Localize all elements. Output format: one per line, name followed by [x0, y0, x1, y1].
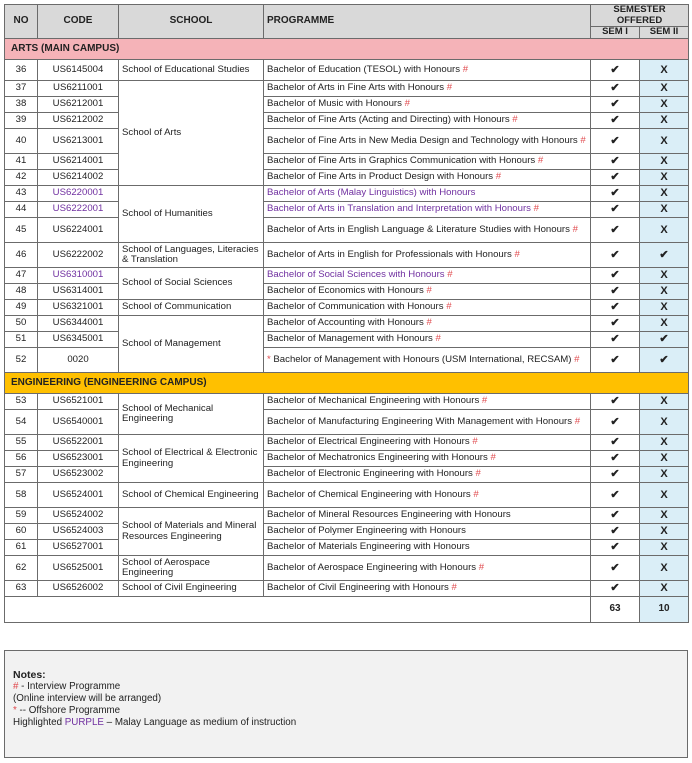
programme-name: Bachelor of Fine Arts (Acting and Directing) with Honours	[267, 114, 510, 126]
programme-name: Bachelor of Mechatronics Engineering with Honours	[267, 452, 488, 464]
interview-marker: #	[495, 171, 502, 183]
row-programme	[264, 524, 591, 540]
row-sem1: ✔	[591, 394, 640, 410]
row-code: US6345001	[38, 332, 119, 348]
row-code: US6527001	[38, 540, 119, 556]
row-sem2: X	[640, 451, 689, 467]
programme-name: Bachelor of Management with Honours	[267, 333, 433, 345]
row-code: US6524001	[38, 483, 119, 508]
row-programme	[264, 410, 591, 435]
table-row	[5, 540, 689, 556]
programme-name: Bachelor of Arts in Fine Arts with Honours	[267, 82, 445, 94]
interview-marker: #	[537, 155, 544, 167]
table-row	[5, 581, 689, 597]
row-sem2: X	[640, 410, 689, 435]
row-no: 57	[5, 467, 38, 483]
row-no: 40	[5, 129, 38, 154]
row-no: 58	[5, 483, 38, 508]
table-row	[5, 410, 689, 435]
programme-name: Bachelor of Social Sciences with Honours	[267, 269, 445, 281]
row-code: US6522001	[38, 435, 119, 451]
header-semester-offered: SEMESTER OFFERED	[591, 5, 689, 27]
programme-table	[4, 4, 689, 623]
row-code: US6524003	[38, 524, 119, 540]
row-school: School of Mechanical Engineering	[119, 394, 264, 435]
row-programme	[264, 348, 591, 373]
header-code: CODE	[38, 5, 119, 39]
table-row	[5, 524, 689, 540]
row-programme	[264, 268, 591, 284]
table-body	[5, 39, 689, 623]
row-school: School of Communication	[119, 300, 264, 316]
interview-marker: #	[472, 436, 478, 448]
interview-marker: #	[580, 134, 586, 146]
programme-name: Bachelor of Mineral Resources Engineering with Honours	[267, 509, 511, 521]
row-sem1: ✔	[591, 113, 640, 129]
interview-marker: #	[473, 488, 479, 500]
row-school: School of Chemical Engineering	[119, 483, 264, 508]
row-no: 38	[5, 97, 38, 113]
programme-name: Bachelor of Fine Arts in Graphics Communication with Honours	[267, 155, 536, 167]
table-row	[5, 467, 689, 483]
programme-name: Bachelor of Management with Honours (USM International, RECSAM)	[273, 353, 572, 365]
header-school: SCHOOL	[119, 5, 264, 39]
row-code: US6523002	[38, 467, 119, 483]
row-code: US6214002	[38, 170, 119, 186]
row-programme	[264, 467, 591, 483]
row-school: School of Social Sciences	[119, 268, 264, 300]
row-sem2: X	[640, 394, 689, 410]
row-programme	[264, 243, 591, 268]
notes-title: Notes:	[13, 669, 46, 681]
row-programme	[264, 451, 591, 467]
row-sem2: X	[640, 284, 689, 300]
row-sem2: X	[640, 170, 689, 186]
row-code: US6525001	[38, 556, 119, 581]
row-no: 45	[5, 218, 38, 243]
row-sem1: ✔	[591, 435, 640, 451]
table-row	[5, 81, 689, 97]
row-code: US6222002	[38, 243, 119, 268]
note-hash-text: - Interview Programme	[18, 681, 121, 692]
interview-marker: #	[574, 353, 580, 365]
row-no: 55	[5, 435, 38, 451]
row-sem2: X	[640, 540, 689, 556]
row-sem2: X	[640, 186, 689, 202]
programme-name: Bachelor of Electrical Engineering with Honours	[267, 436, 470, 448]
row-sem2: X	[640, 218, 689, 243]
row-no: 62	[5, 556, 38, 581]
row-programme	[264, 483, 591, 508]
table-row	[5, 186, 689, 202]
row-code: US6310001	[38, 268, 119, 284]
row-sem2: X	[640, 581, 689, 597]
row-school: School of Electrical & Electronic Engineering	[119, 435, 264, 483]
programme-name: Bachelor of Music with Honours	[267, 98, 402, 110]
row-programme	[264, 170, 591, 186]
row-sem1: ✔	[591, 268, 640, 284]
row-code: US6211001	[38, 81, 119, 97]
row-sem2: X	[640, 81, 689, 97]
row-no: 53	[5, 394, 38, 410]
programme-name: Bachelor of Civil Engineering with Honours	[267, 582, 449, 594]
table-row	[5, 300, 689, 316]
row-sem1: ✔	[591, 202, 640, 218]
programme-name: Bachelor of Fine Arts in New Media Design and Technology with Honours	[267, 134, 578, 146]
row-sem1: ✔	[591, 451, 640, 467]
row-no: 52	[5, 348, 38, 373]
row-no: 49	[5, 300, 38, 316]
row-school: School of Educational Studies	[119, 60, 264, 81]
row-school: School of Arts	[119, 81, 264, 186]
row-sem2: X	[640, 556, 689, 581]
row-programme	[264, 300, 591, 316]
interview-marker: #	[426, 317, 432, 329]
interview-marker: #	[533, 203, 539, 215]
row-sem1: ✔	[591, 540, 640, 556]
table-row	[5, 348, 689, 373]
total-sem2: 10	[640, 597, 689, 623]
table-row	[5, 483, 689, 508]
row-no: 46	[5, 243, 38, 268]
row-sem1: ✔	[591, 243, 640, 268]
row-sem2: X	[640, 300, 689, 316]
section-row	[5, 39, 689, 60]
programme-name: Bachelor of Arts in English Language & Literature Studies with Honours	[267, 223, 570, 235]
row-programme	[264, 508, 591, 524]
section-title: ARTS (MAIN CAMPUS)	[5, 39, 689, 60]
totals-row	[5, 597, 689, 623]
programme-name: Bachelor of Polymer Engineering with Honours	[267, 525, 466, 537]
row-sem2: X	[640, 316, 689, 332]
interview-marker: #	[447, 269, 453, 281]
row-programme	[264, 284, 591, 300]
programme-name: Bachelor of Manufacturing Engineering With Management with Honours	[267, 415, 573, 427]
row-sem2: X	[640, 129, 689, 154]
row-school: School of Aerospace Engineering	[119, 556, 264, 581]
row-programme	[264, 202, 591, 218]
row-programme	[264, 540, 591, 556]
table-row	[5, 243, 689, 268]
programme-name: Bachelor of Materials Engineering with Honours	[267, 541, 470, 553]
row-no: 41	[5, 154, 38, 170]
row-sem2: X	[640, 483, 689, 508]
table-row	[5, 508, 689, 524]
row-sem1: ✔	[591, 81, 640, 97]
section-row	[5, 373, 689, 394]
row-sem2: ✔	[640, 243, 689, 268]
table-row	[5, 556, 689, 581]
row-sem2: X	[640, 467, 689, 483]
row-sem1: ✔	[591, 218, 640, 243]
row-sem1: ✔	[591, 332, 640, 348]
row-no: 48	[5, 284, 38, 300]
programme-name: Bachelor of Aerospace Engineering with Honours	[267, 561, 477, 573]
row-programme	[264, 394, 591, 410]
row-no: 43	[5, 186, 38, 202]
programme-name: Bachelor of Arts (Malay Linguistics) with Honours	[267, 187, 476, 199]
row-no: 51	[5, 332, 38, 348]
table-row	[5, 113, 689, 129]
interview-marker: #	[435, 333, 441, 345]
table-row	[5, 316, 689, 332]
row-code: US6214001	[38, 154, 119, 170]
row-no: 44	[5, 202, 38, 218]
note-star-text: -- Offshore Programme	[16, 705, 121, 716]
row-programme	[264, 556, 591, 581]
interview-marker: #	[446, 82, 453, 94]
row-school: School of Management	[119, 316, 264, 373]
programme-name: Bachelor of Chemical Engineering with Honours	[267, 488, 471, 500]
row-programme	[264, 332, 591, 348]
row-no: 60	[5, 524, 38, 540]
table-row	[5, 60, 689, 81]
section-title: ENGINEERING (ENGINEERING CAMPUS)	[5, 373, 689, 394]
row-sem1: ✔	[591, 60, 640, 81]
table-row	[5, 154, 689, 170]
note-highlight	[13, 717, 687, 729]
row-sem2: X	[640, 60, 689, 81]
row-programme	[264, 435, 591, 451]
row-no: 50	[5, 316, 38, 332]
table-row	[5, 284, 689, 300]
programme-name: Bachelor of Electronic Engineering with Honours	[267, 468, 473, 480]
row-no: 39	[5, 113, 38, 129]
note-offshore	[13, 705, 687, 717]
row-code: US6321001	[38, 300, 119, 316]
interview-marker: #	[572, 223, 578, 235]
row-sem1: ✔	[591, 154, 640, 170]
row-sem1: ✔	[591, 97, 640, 113]
table-row	[5, 435, 689, 451]
interview-marker: #	[475, 468, 481, 480]
interview-marker: #	[514, 248, 520, 260]
row-code: US6314001	[38, 284, 119, 300]
table-row	[5, 129, 689, 154]
table-row	[5, 394, 689, 410]
row-sem1: ✔	[591, 170, 640, 186]
row-sem2: X	[640, 202, 689, 218]
note-star-symbol: *	[13, 705, 17, 716]
row-no: 47	[5, 268, 38, 284]
row-sem2: X	[640, 524, 689, 540]
row-sem1: ✔	[591, 186, 640, 202]
note-highlight-suffix: – Malay Language as medium of instruction	[103, 717, 297, 728]
table-row	[5, 218, 689, 243]
interview-marker: #	[490, 452, 496, 464]
interview-marker: #	[446, 301, 452, 313]
row-sem2: ✔	[640, 348, 689, 373]
row-code: US6224001	[38, 218, 119, 243]
row-sem1: ✔	[591, 556, 640, 581]
row-sem1: ✔	[591, 316, 640, 332]
row-code: 0020	[38, 348, 119, 373]
row-no: 63	[5, 581, 38, 597]
row-programme	[264, 97, 591, 113]
row-sem2: X	[640, 268, 689, 284]
note-interview	[13, 681, 687, 693]
row-sem1: ✔	[591, 524, 640, 540]
totals-blank	[5, 597, 591, 623]
row-school: School of Humanities	[119, 186, 264, 243]
row-code: US6344001	[38, 316, 119, 332]
row-programme	[264, 186, 591, 202]
offshore-marker: *	[267, 353, 271, 365]
row-programme	[264, 113, 591, 129]
row-no: 54	[5, 410, 38, 435]
note-highlight-prefix: Highlighted	[13, 717, 65, 728]
row-sem1: ✔	[591, 348, 640, 373]
row-sem1: ✔	[591, 300, 640, 316]
interview-marker: #	[478, 561, 485, 573]
row-no: 42	[5, 170, 38, 186]
row-sem1: ✔	[591, 467, 640, 483]
row-code: US6212001	[38, 97, 119, 113]
header-sem1: SEM I	[591, 27, 640, 39]
programme-name: Bachelor of Education (TESOL) with Honours	[267, 63, 461, 75]
notes-box	[4, 650, 688, 758]
interview-marker: #	[451, 582, 457, 594]
interview-marker: #	[462, 63, 469, 75]
row-programme	[264, 81, 591, 97]
programme-name: Bachelor of Economics with Honours	[267, 285, 424, 297]
programme-name: Bachelor of Accounting with Honours	[267, 317, 424, 329]
row-code: US6523001	[38, 451, 119, 467]
programme-name: Bachelor of Arts in English for Professionals with Honours	[267, 248, 512, 260]
row-sem1: ✔	[591, 129, 640, 154]
row-sem2: X	[640, 97, 689, 113]
table-row	[5, 332, 689, 348]
row-code: US6220001	[38, 186, 119, 202]
table-row	[5, 170, 689, 186]
row-programme	[264, 60, 591, 81]
row-school: School of Languages, Literacies & Translation	[119, 243, 264, 268]
note-highlight-word: PURPLE	[64, 717, 104, 728]
row-code: US6213001	[38, 129, 119, 154]
header-no: NO	[5, 5, 38, 39]
programme-name: Bachelor of Fine Arts in Product Design with Honours	[267, 171, 494, 183]
table-row	[5, 451, 689, 467]
row-sem1: ✔	[591, 581, 640, 597]
row-school: School of Civil Engineering	[119, 581, 264, 597]
note-hash-symbol: #	[13, 681, 19, 692]
interview-marker: #	[512, 114, 518, 126]
header-programme: PROGRAMME	[264, 5, 591, 39]
interview-marker: #	[426, 285, 432, 297]
note-online: (Online interview will be arranged)	[13, 693, 162, 704]
table-row	[5, 202, 689, 218]
row-code: US6145004	[38, 60, 119, 81]
programme-name: Bachelor of Communication with Honours	[267, 301, 444, 313]
row-code: US6524002	[38, 508, 119, 524]
interview-marker: #	[481, 395, 488, 407]
row-programme	[264, 218, 591, 243]
row-sem1: ✔	[591, 483, 640, 508]
row-school: School of Materials and Mineral Resources Engineering	[119, 508, 264, 556]
row-no: 36	[5, 60, 38, 81]
total-sem1: 63	[591, 597, 640, 623]
row-code: US6212002	[38, 113, 119, 129]
interview-marker: #	[404, 98, 410, 110]
programme-name: Bachelor of Arts in Translation and Interpretation with Honours	[267, 203, 531, 215]
row-code: US6526002	[38, 581, 119, 597]
row-programme	[264, 316, 591, 332]
row-sem2: X	[640, 508, 689, 524]
row-code: US6540001	[38, 410, 119, 435]
row-code: US6222001	[38, 202, 119, 218]
row-no: 61	[5, 540, 38, 556]
interview-marker: #	[574, 415, 581, 427]
row-programme	[264, 581, 591, 597]
table-row	[5, 268, 689, 284]
table-row	[5, 97, 689, 113]
row-programme	[264, 154, 591, 170]
row-no: 37	[5, 81, 38, 97]
programme-name: Bachelor of Mechanical Engineering with Honours	[267, 395, 480, 407]
row-code: US6521001	[38, 394, 119, 410]
row-sem2: X	[640, 435, 689, 451]
row-sem1: ✔	[591, 284, 640, 300]
row-sem1: ✔	[591, 410, 640, 435]
row-sem2: ✔	[640, 332, 689, 348]
row-no: 59	[5, 508, 38, 524]
header-sem2: SEM II	[640, 27, 689, 39]
row-sem1: ✔	[591, 508, 640, 524]
row-programme	[264, 129, 591, 154]
row-sem2: X	[640, 113, 689, 129]
row-sem2: X	[640, 154, 689, 170]
row-no: 56	[5, 451, 38, 467]
